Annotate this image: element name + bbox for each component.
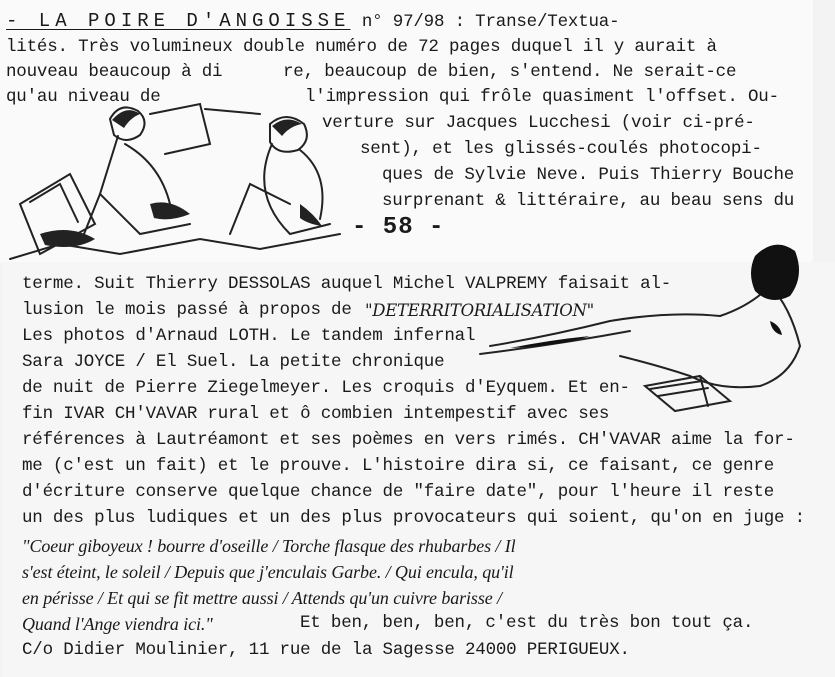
- text-line-title: "DETERRITORIALISATION": [365, 301, 594, 320]
- text-line: de nuit de Pierre Ziegelmeyer. Les croquis d'Eyquem. Et en-: [22, 378, 630, 398]
- review-heading: [6, 10, 619, 32]
- text-line: ques de Sylvie Neve. Puis Thierry Bouche: [382, 165, 795, 185]
- reclining-figure-sketch: [470, 226, 830, 426]
- text-line: un des plus ludiques et un des plus provocateurs qui soient, qu'on en juge :: [22, 508, 805, 528]
- text-line: l'impression qui frôle quasiment l'offset. Ou-: [305, 87, 779, 107]
- poem-line: "Coeur giboyeux ! bourre d'oseille / Torche flasque des rhubarbes / Il: [22, 536, 516, 556]
- magazine-title: - LA POIRE D'ANGOISSE: [6, 10, 351, 32]
- poem-line: Quand l'Ange viendra ici.": [22, 614, 213, 634]
- poem-line: en périsse / Et qui se fit mettre aussi / Attends qu'un cuivre barisse /: [22, 588, 502, 608]
- text-line: lités. Très volumineux double numéro de 72 pages duquel il y aurait à: [6, 37, 717, 57]
- address-line: C/o Didier Moulinier, 11 rue de la Sagesse 24000 PERIGUEUX.: [22, 640, 630, 660]
- page-number: - 58 -: [352, 214, 445, 241]
- text-line: terme. Suit Thierry DESSOLAS auquel Michel VALPREMY faisait al-: [22, 274, 672, 294]
- text-line: sent), et les glissés-coulés photocopi-: [360, 139, 762, 159]
- text-line: re, beaucoup de bien, s'entend. Ne serait-ce: [283, 62, 737, 82]
- text-line: me (c'est un fait) et le prouve. L'histoire dira si, ce faisant, ce genre: [22, 456, 775, 476]
- text-line: Les photos d'Arnaud LOTH. Le tandem infernal: [22, 326, 476, 346]
- text-line: d'écriture conserve quelque chance de "faire date", pour l'heure il reste: [22, 482, 775, 502]
- text-line: Et ben, ben, ben, c'est du très bon tout ça.: [300, 613, 754, 633]
- text-line: Sara JOYCE / El Suel. La petite chronique: [22, 352, 445, 372]
- poem-line: s'est éteint, le soleil / Depuis que j'enculais Garbe. / Qui encula, qu'il: [22, 562, 514, 582]
- issue-label: n° 97/98 : Transe/Textua-: [361, 12, 620, 32]
- text-line: verture sur Jacques Lucchesi (voir ci-pré-: [322, 113, 755, 133]
- text-line: surprenant & littéraire, au beau sens du: [382, 191, 795, 211]
- text-line: nouveau beaucoup à di: [6, 62, 223, 82]
- text-line: qu'au niveau de: [6, 87, 161, 107]
- text-line: références à Lautréamont et ses poèmes en vers rimés. CH'VAVAR aime la for-: [22, 430, 795, 450]
- reading-figures-sketch: [0, 84, 360, 264]
- text-line: fin IVAR CH'VAVAR rural et ô combien intempestif avec ses: [22, 404, 610, 424]
- text-line: lusion le mois passé à propos de: [22, 300, 352, 320]
